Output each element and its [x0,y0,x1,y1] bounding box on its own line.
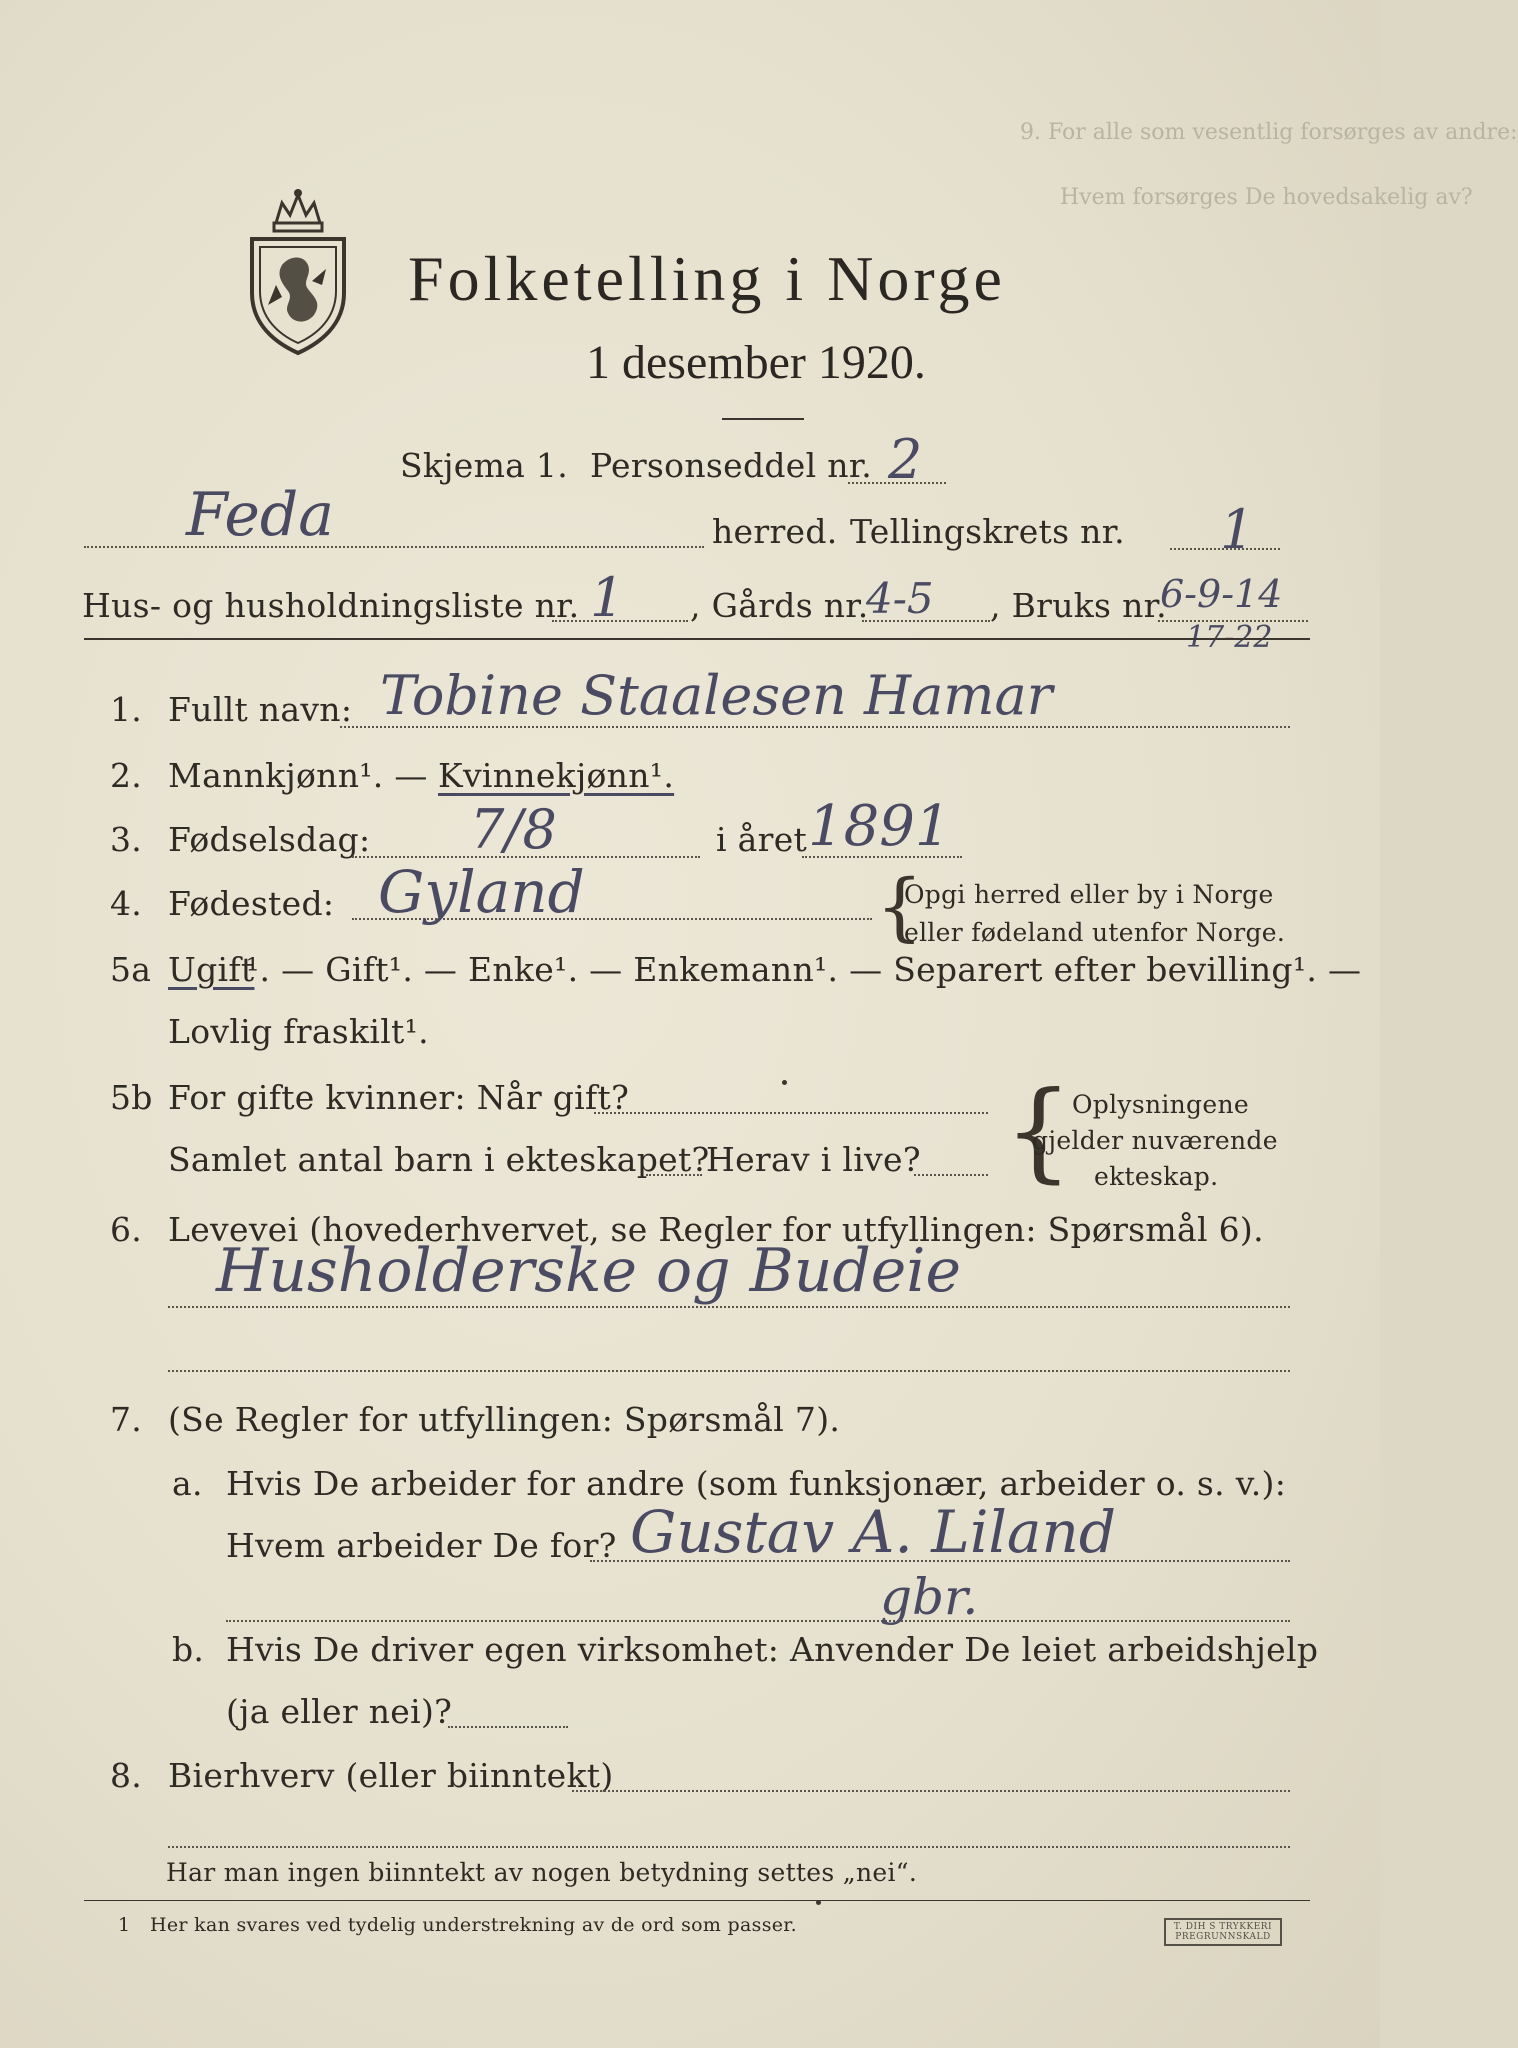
gards-label: , Gårds nr. [690,586,869,625]
q5b-number: 5b [110,1078,153,1117]
q5b-note-3: ekteskap. [1094,1162,1219,1191]
q4-note-1: Opgi herred eller by i Norge [904,880,1274,909]
ink-dot [782,1080,787,1085]
q7a-line-2 [226,1620,1290,1622]
q2-number: 2. [110,756,143,795]
bruks-label: , Bruks nr. [990,586,1167,625]
q3-year-label: i året [716,820,808,859]
footnote-mark: 1 [118,1914,131,1936]
husholdningsliste-value: 1 [590,566,625,629]
footer-divider [84,1900,1310,1901]
q7-number: 7. [110,1400,143,1439]
q7b-answer-line [448,1726,568,1728]
q6-number: 6. [110,1210,143,1249]
q8-line-2 [168,1846,1290,1848]
q5b-married-line [594,1112,988,1114]
q5b-children-line [646,1174,702,1176]
show-through-text: 9. For alle som vesentlig forsørges av andre: [1020,120,1518,145]
birth-year-value: 1891 [808,794,951,859]
q8-note: Har man ingen biinntekt av nogen betydning settes „nei“. [166,1858,918,1887]
skjema-label: Skjema 1. [400,446,569,485]
birthday-value: 7/8 [470,798,557,861]
q3-label: Fødselsdag: [168,820,371,859]
q8-number: 8. [110,1756,143,1795]
q7a-number: a. [172,1464,203,1503]
q5b-note-2: gjelder nuværende [1032,1126,1278,1155]
q4-number: 4. [110,884,143,923]
birthplace-value: Gyland [378,858,585,926]
personseddel-label: Personseddel nr. [590,446,873,485]
occupation-value: Husholderske og Budeie [216,1236,961,1306]
herred-line [84,546,704,548]
tellingskrets-label: Tellingskrets nr. [850,512,1125,551]
q7b-label: Hvis De driver egen virksomhet: Anvender De leiet arbeidshjelp [226,1630,1319,1669]
q7-label: (Se Regler for utfyllingen: Spørsmål 7). [168,1400,841,1439]
employer-value-2: gbr. [880,1568,979,1626]
gards-value: 4-5 [866,574,934,623]
q5a-line2: Lovlig fraskilt¹. [168,1012,429,1051]
q5b-note-1: Oplysningene [1072,1090,1249,1119]
printer-stamp [1164,1918,1282,1946]
footnote-text: Her kan svares ved tydelig understrekning av de ord som passer. [150,1914,797,1936]
q5a-number: 5a [110,950,152,989]
bruks-value-2: 17-22 [1186,620,1273,655]
employer-value: Gustav A. Liland [630,1498,1116,1566]
tellingskrets-value: 1 [1220,498,1255,561]
full-name-value: Tobine Staalesen Hamar [380,664,1053,727]
q7b-line2: (ja eller nei)? [226,1692,453,1731]
header-divider [84,638,1310,640]
stamp-line-1: T. DIH S TRYKKERI [1173,1922,1273,1932]
q5a-options: ¹. — Gift¹. — Enke¹. — Enkemann¹. — Separert efter bevilling¹. — [246,950,1362,989]
q5b-alive-line [914,1174,988,1176]
q5a-ugift-underlined: Ugift [168,950,255,989]
coat-of-arms-icon [242,185,354,355]
q5b-label: For gifte kvinner: Når gift? [168,1078,630,1117]
q4-note-2: eller fødeland utenfor Norge. [904,918,1286,947]
q8-line-1 [572,1790,1290,1792]
husholdningsliste-label: Hus- og husholdningsliste nr. [82,586,580,625]
q1-number: 1. [110,690,143,729]
census-date: 1 desember 1920. [586,336,926,389]
q1-label: Fullt navn: [168,690,353,729]
form-title: Folketelling i Norge [408,243,1006,314]
bruks-value-1: 6-9-14 [1160,572,1283,616]
q6-label: Levevei (hovederhvervet, se Regler for utfyllingen: Spørsmål 6). [168,1210,1264,1249]
title-divider [722,418,804,420]
q4-brace: { [876,864,924,950]
q2-female-underlined: Kvinnekjønn¹. [438,756,675,795]
q4-label: Fødested: [168,884,335,923]
q7a-question: Hvem arbeider De for? [226,1526,617,1565]
herred-value: Feda [186,480,335,550]
q6-line-1 [168,1306,1290,1308]
herred-label: herred. [712,512,838,551]
personseddel-value: 2 [888,428,923,491]
q8-label: Bierhverv (eller biinntekt) [168,1756,614,1795]
q7b-number: b. [172,1630,205,1669]
q3-number: 3. [110,820,143,859]
stamp-line-2: PREGRUNNSKALD [1175,1932,1271,1942]
q7a-label: Hvis De arbeider for andre (som funksjonær, arbeider o. s. v.): [226,1464,1287,1503]
q5b-alive-label: Herav i live? [706,1140,921,1179]
q5b-children-label: Samlet antal barn i ekteskapet? [168,1140,710,1179]
q2-male: Mannkjønn¹. — [168,756,428,795]
show-through-text: Hvem forsørges De hovedsakelig av? [1060,185,1473,210]
q5b-brace: { [1004,1069,1073,1194]
q6-line-2 [168,1370,1290,1372]
